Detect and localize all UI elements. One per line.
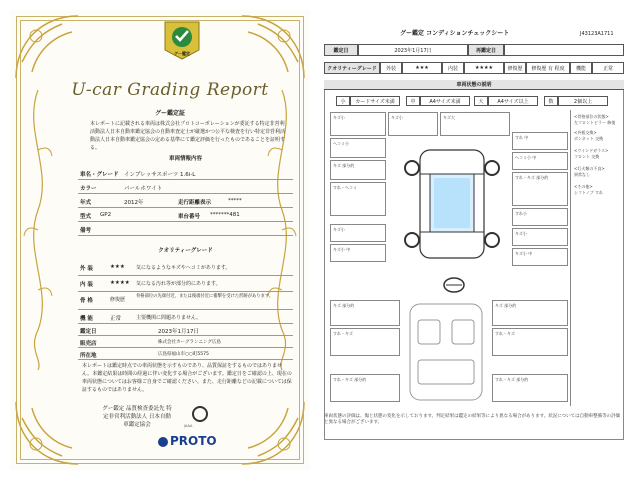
row-value: インプレッサスポーツ 1.6i-L bbox=[124, 172, 196, 178]
row-key: 所在地 bbox=[80, 353, 97, 359]
row-address bbox=[78, 348, 293, 360]
part-label: キズ 部分的 bbox=[333, 303, 355, 308]
section-quality-title: クオリティーグレード bbox=[158, 248, 213, 254]
quality-stars: ★★★★ bbox=[110, 280, 130, 286]
part-label: キズ小 bbox=[391, 115, 403, 120]
grade-interior-key: 内装 bbox=[442, 62, 464, 74]
quality-key: 外 装 bbox=[80, 266, 93, 272]
grade-exterior-key: 外装 bbox=[380, 62, 402, 74]
row-key: 販売店 bbox=[80, 341, 97, 347]
row-car-name bbox=[78, 166, 293, 180]
certificate-panel bbox=[10, 10, 310, 470]
legend-1: <骨格部位の状態> bbox=[574, 114, 609, 119]
part-box-left-3 bbox=[330, 160, 386, 180]
part-label: すれ小 bbox=[515, 211, 527, 216]
row-value: 広島県福山市○○町5575 bbox=[158, 352, 209, 357]
size-count-value: 2個以上 bbox=[558, 96, 608, 106]
quality-key: 骨 格 bbox=[80, 298, 93, 304]
part-box-left-4 bbox=[330, 182, 386, 216]
jaaa-logo-icon bbox=[192, 406, 208, 422]
part-box-right-5 bbox=[512, 228, 568, 246]
part-label: キズ 部分的 bbox=[333, 163, 355, 168]
quality-desc: 骨格部位の先端付近、または後端付近に衝撃を受けた形跡があります。 bbox=[136, 294, 274, 299]
legend-5: <ウインドガラス> bbox=[574, 148, 609, 153]
quality-key: 内 装 bbox=[80, 282, 93, 288]
quality-function bbox=[78, 310, 293, 324]
row-value: 株式会社カーグランニング広島 bbox=[158, 340, 221, 345]
legend-8: 異常なし bbox=[574, 172, 590, 177]
interior-box-2 bbox=[330, 328, 400, 356]
part-label: ヘコミ小 中 bbox=[515, 155, 537, 160]
quality-desc: 主要機関に問題ありません。 bbox=[136, 315, 202, 321]
part-box-right-3 bbox=[512, 172, 568, 206]
row-key: 型式 bbox=[80, 214, 92, 220]
row-value: 2023年1月17日 bbox=[158, 329, 199, 335]
row-value-chassis: *******481 bbox=[210, 212, 240, 218]
jaaa-label: JAAA bbox=[184, 424, 193, 428]
part-label: すれ・キズ bbox=[495, 331, 515, 336]
sheet-date-value: 2023年1月17日 bbox=[358, 44, 468, 56]
badge-label: グー鑑定 bbox=[174, 51, 190, 56]
part-box-left-1 bbox=[330, 112, 386, 136]
quality-stars: 正常 bbox=[110, 316, 122, 322]
part-box-right-2 bbox=[512, 152, 568, 170]
interior-box-4 bbox=[492, 300, 568, 326]
part-label: キズ小 bbox=[515, 231, 527, 236]
quality-interior bbox=[78, 276, 293, 292]
part-box-top-2 bbox=[440, 112, 510, 136]
size-large-key: 大 bbox=[474, 96, 488, 106]
row-key: 鑑定日 bbox=[80, 329, 97, 335]
size-medium-key: 中 bbox=[406, 96, 420, 106]
corner-flourish-top-right bbox=[238, 12, 308, 82]
part-label: すれ・ヘコミ bbox=[333, 185, 357, 190]
vehicle-state-title: 車両状態の説明 bbox=[324, 80, 624, 90]
legend-10: シフトノブ すれ bbox=[574, 190, 604, 195]
legend-9: <その他> bbox=[574, 184, 593, 189]
legend-7: <灯火類の不良> bbox=[574, 166, 605, 171]
disclaimer-text: 本レポートは鑑定時点での車両状態を示すものであり、品質保証をするものではありません。本鑑定結果は時間の経過に伴い変化する場合がございます。鑑定日をご確認の上、現在の車両状態についてはお客様ご自身でご確認ください。また、走行距離などの記載については保証するものではありません。 bbox=[82, 363, 292, 393]
part-box-left-5 bbox=[330, 224, 386, 242]
part-box-right-4 bbox=[512, 208, 568, 226]
size-small-key: 小 bbox=[336, 96, 350, 106]
size-large-value: A4サイズ以上 bbox=[488, 96, 538, 106]
condition-sheet bbox=[324, 44, 624, 480]
size-count-key: 数 bbox=[544, 96, 558, 106]
part-box-right-1 bbox=[512, 132, 568, 150]
car-interior-diagram bbox=[404, 300, 488, 404]
quality-stars: 修復歴 bbox=[110, 297, 126, 303]
interior-box-3 bbox=[330, 374, 400, 402]
corner-flourish-bottom-left bbox=[12, 398, 82, 468]
row-value: パールホワイト bbox=[124, 186, 163, 192]
part-label: キズ 部分的 bbox=[495, 303, 517, 308]
row-key-mileage: 走行距離表示 bbox=[178, 200, 212, 206]
part-label: すれ・キズ 部分的 bbox=[515, 175, 549, 180]
quality-key: 機 能 bbox=[80, 316, 93, 322]
quality-desc: 気になるようなキズやヘコミがあります。 bbox=[136, 265, 231, 271]
report-script-title: U-car Grading Report bbox=[71, 80, 269, 100]
grade-repair-value: 修復歴 有 程度 bbox=[526, 62, 570, 74]
part-label: ヘコミ小 bbox=[333, 141, 349, 146]
quality-exterior bbox=[78, 260, 293, 276]
footer-organization: グー鑑定 品質検査委託先 特定非営利活動法人 日本自動車鑑定協会 bbox=[102, 406, 172, 428]
part-box-right-6 bbox=[512, 248, 568, 266]
sheet-reappraisal-value bbox=[504, 44, 624, 56]
row-key-chassis: 車台番号 bbox=[178, 214, 201, 220]
car-top-view-diagram bbox=[394, 140, 510, 266]
steering-wheel-icon bbox=[442, 276, 466, 294]
row-value: GP2 bbox=[100, 212, 112, 218]
row-color bbox=[78, 180, 293, 194]
size-small-value: カードサイズ未満 bbox=[350, 96, 400, 106]
row-date bbox=[78, 324, 293, 336]
part-label: すれ 中 bbox=[515, 135, 529, 140]
part-label: キズ小 中 bbox=[515, 251, 533, 256]
grade-exterior-value: ★★★ bbox=[402, 62, 442, 74]
row-value: 2012年 bbox=[124, 200, 144, 206]
grade-repair-key: 修復歴 bbox=[504, 62, 526, 74]
grade-function-value: 正常 bbox=[592, 62, 624, 74]
interior-box-6 bbox=[492, 374, 568, 402]
grade-interior-value: ★★★★ bbox=[464, 62, 504, 74]
sheet-date-label: 鑑定日 bbox=[324, 44, 358, 56]
part-label: キズ小 bbox=[333, 115, 345, 120]
size-medium-value: A4サイズ未満 bbox=[420, 96, 470, 106]
part-box-top-1 bbox=[388, 112, 438, 136]
legend-3: <外板交換> bbox=[574, 130, 597, 135]
sheet-title: グー鑑定 コンディションチェックシート bbox=[400, 30, 510, 37]
part-box-left-6 bbox=[330, 244, 386, 262]
sheet-doc-id: J43123A1711 bbox=[580, 31, 614, 37]
quality-desc: 気になる汚れ等が部分的にあります。 bbox=[136, 281, 221, 287]
legend-4: ボンネット 交換 bbox=[574, 136, 604, 141]
row-value-mileage: ***** bbox=[228, 198, 242, 204]
sheet-footnote: 車両状態の評価は、傷と状態の変化を示しております。判定結果は鑑定の結果等により異なる場合があります。状況については自動車整備等の評価と異なる場合がございます。 bbox=[324, 414, 621, 425]
interior-box-1 bbox=[330, 300, 400, 326]
part-label: すれ・キズ 部分的 bbox=[333, 377, 367, 382]
certificate-intro-text: 本レポートに記載される車両は株式会社プロトコーポレーションが委託する特定非営利活動法人日本自動車鑑定協会の自動車査定士が厳選かつ公平な検査を行い特定非営利活動法人日本自動車鑑定協会の定める基準にて鑑定評価を行ったものであることを証明する。 bbox=[90, 121, 286, 151]
grade-function-key: 機能 bbox=[570, 62, 592, 74]
interior-box-5 bbox=[492, 328, 568, 356]
row-notes bbox=[78, 222, 293, 236]
legend-6: フロント 交換 bbox=[574, 154, 600, 159]
row-key: 年式 bbox=[80, 200, 92, 206]
row-model bbox=[78, 208, 293, 222]
corner-flourish-top-left bbox=[12, 12, 82, 82]
quality-frame bbox=[78, 292, 293, 310]
quality-stars: ★★★ bbox=[110, 264, 125, 270]
corner-flourish-bottom-right bbox=[238, 398, 308, 468]
part-label: キズ小 中 bbox=[333, 247, 351, 252]
sheet-grade-label: クオリティーグレード bbox=[324, 62, 380, 74]
proto-logo-icon bbox=[158, 437, 168, 447]
left-vine-ornament bbox=[18, 90, 58, 370]
sheet-reappraisal-label: 再鑑定日 bbox=[468, 44, 504, 56]
proto-logo-text: PROTO bbox=[170, 434, 217, 448]
part-label: キズ大 bbox=[443, 115, 455, 120]
legend-2: 左フロントピラー 修復 bbox=[574, 120, 616, 125]
certificate-subtitle: グー鑑定証 bbox=[154, 110, 185, 117]
part-label: すれ・キズ 部分的 bbox=[495, 377, 529, 382]
row-key: 備考 bbox=[80, 228, 92, 234]
part-label: すれ・キズ bbox=[333, 331, 353, 336]
row-dealer bbox=[78, 336, 293, 348]
row-year bbox=[78, 194, 293, 208]
row-key: 車名・グレード bbox=[80, 172, 119, 178]
proto-logo bbox=[158, 434, 217, 448]
row-key: カラー bbox=[80, 186, 97, 192]
section-vehicle-title: 車両情報内容 bbox=[168, 156, 202, 162]
part-label: キズ小 bbox=[333, 227, 345, 232]
part-box-left-2 bbox=[330, 138, 386, 158]
